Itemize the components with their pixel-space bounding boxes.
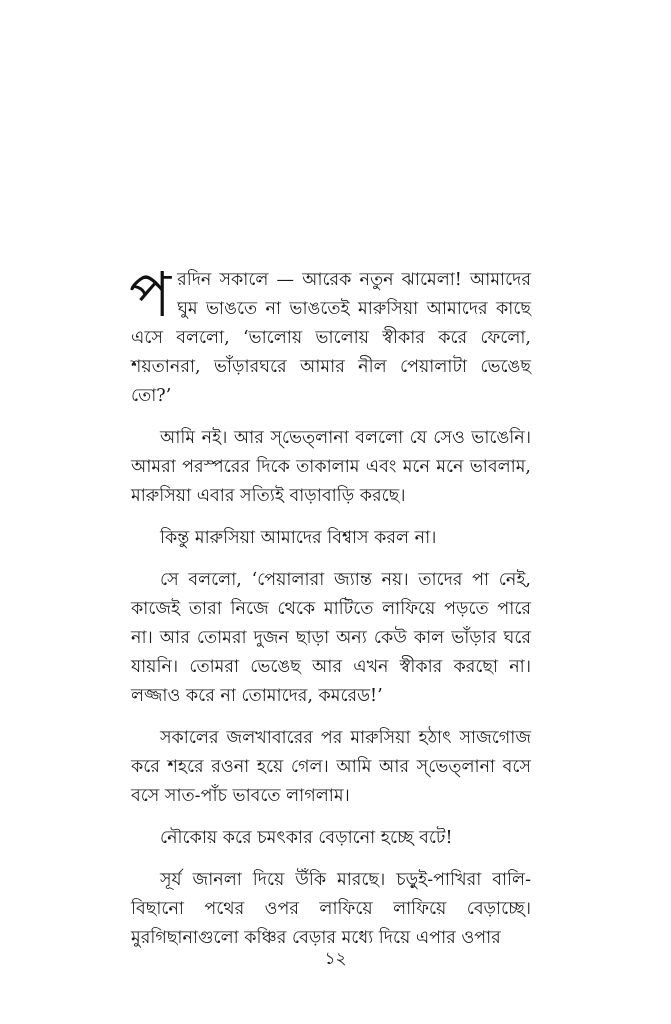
paragraph-3: কিন্তু মারুসিয়া আমাদের বিশ্বাস করল না। [160, 528, 437, 548]
page-number: ১২ [324, 949, 347, 969]
body-text [129, 258, 531, 966]
paragraph-4: সে বললো, ‘পেয়ালারা জ্যান্ত নয়। তাদের পা নেই, কাজেই তারা নিজে থেকে মাটিতে লাফিয়ে পড়তে পারে না। আর তোমরা দুজন ছাড়া অন্য কেউ কাল ভাঁড়ার ঘরে যায়নি। তোমরা ভেঙেছ আর এখন স্বীকার করছো না। লজ্জাও করে না তোমাদের, কমরেড!’ [131, 570, 531, 706]
paragraph-2: আমি নই। আর স্‌ভেত্‌লানা বললো যে সেও ভাঙেনি। আমরা পরস্পরের দিকে তাকালাম এবং মনে মনে ভাবলাম, মারুসিয়া এবার সত্যিই বাড়াবাড়ি করছে। [131, 428, 531, 506]
drop-cap: প [129, 258, 172, 331]
paragraph-1 [129, 258, 531, 411]
paragraph-7: সূর্য জানলা দিয়ে উঁকি মারছে। চড়ুই-পাখিরা বালি-বিছানো পথের ওপর লাফিয়ে লাফিয়ে বেড়াচ্ছে। মুরগিছানাগুলো কঞ্চির বেড়ার মধ্যে দিয়ে এপার ওপার [131, 870, 531, 948]
paragraph-1-text: রদিন সকালে — আরেক নতুন ঝামেলা! আমাদের ঘুম ভাঙতে না ভাঙতেই মারুসিয়া আমাদের কাছে এসে বললো, ‘ভালোয় ভালোয় স্বীকার করে ফেলো, শয়তানরা, ভাঁড়ারঘরে আমার নীল পেয়ালাটা ভেঙেছ তো?’ [131, 270, 531, 406]
paragraph-6: নৌকোয় করে চমৎকার বেড়ানো হচ্ছে বটে! [160, 828, 453, 848]
paragraph-5: সকালের জলখাবারের পর মারুসিয়া হঠাৎ সাজগোজ করে শহরে রওনা হয়ে গেল। আমি আর স্‌ভেত্‌লানা বসে বসে সাত-পাঁচ ভাবতে লাগলাম। [131, 728, 531, 806]
